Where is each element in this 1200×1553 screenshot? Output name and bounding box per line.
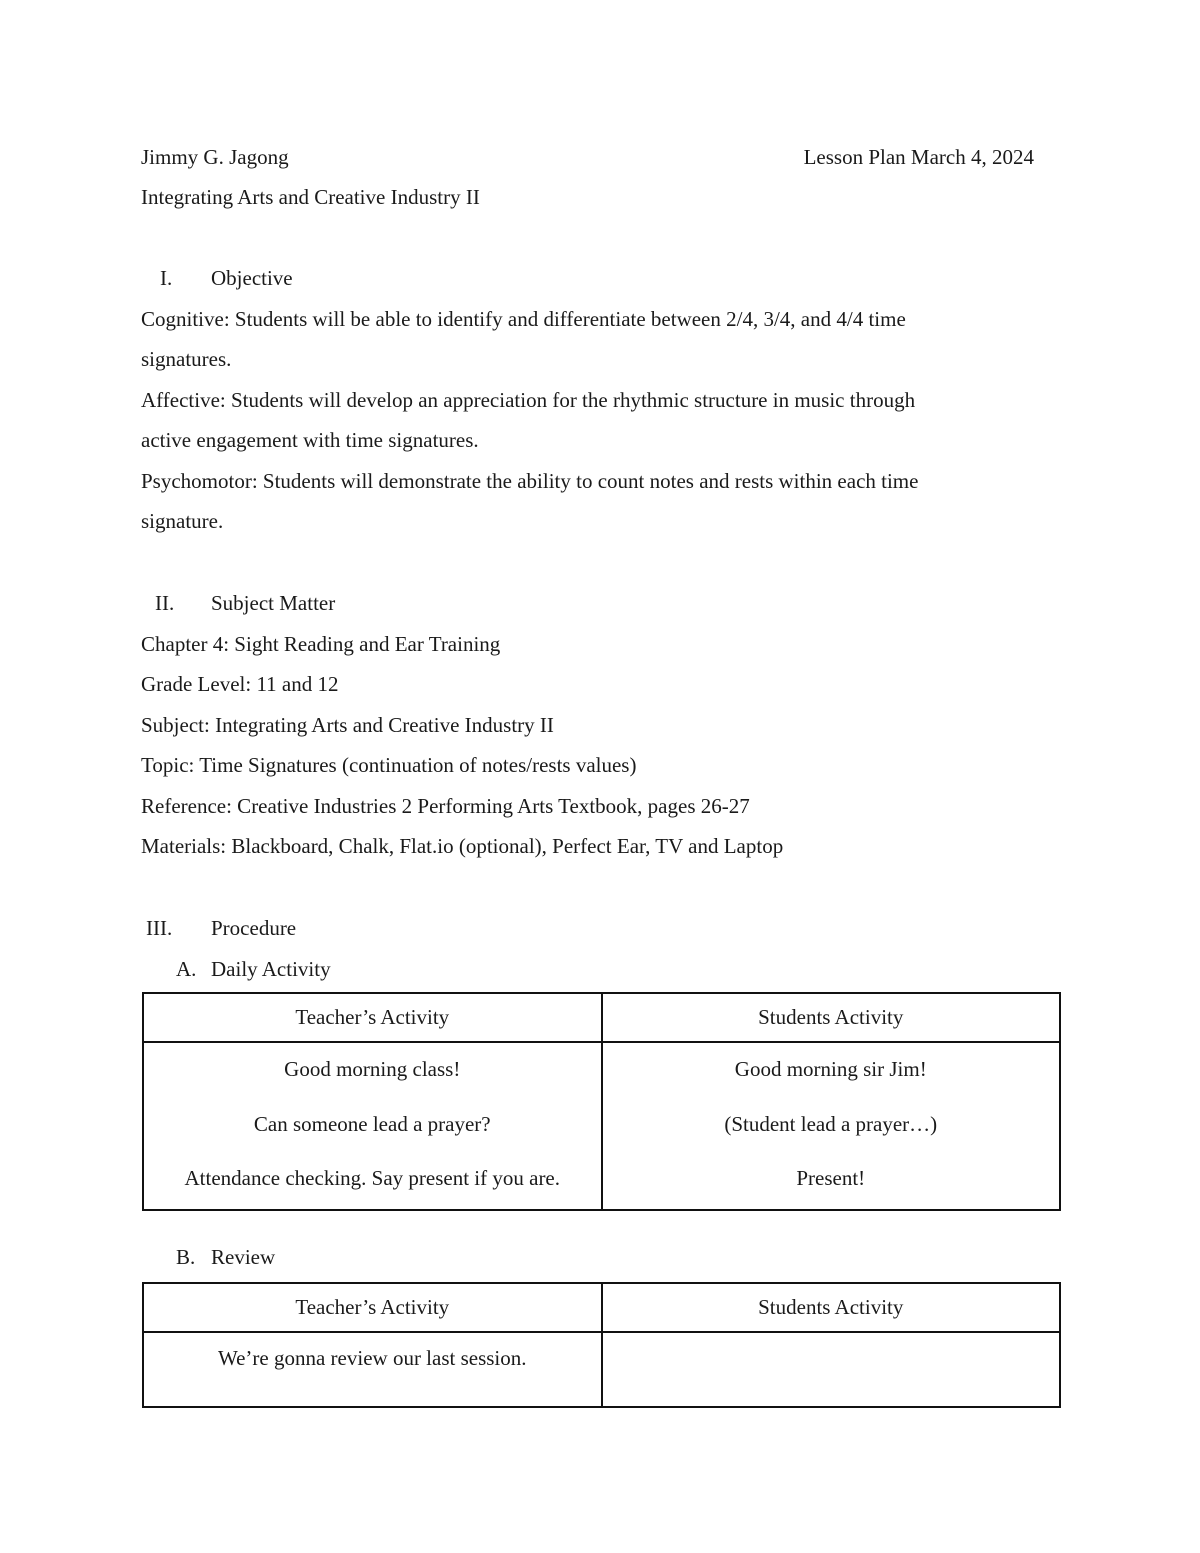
review-table: [142, 1282, 1061, 1408]
section-number-procedure: III.: [146, 916, 173, 940]
teacher-activity-cell: [143, 1332, 602, 1407]
students-activity-cell: [602, 1332, 1061, 1407]
subsection-letter-daily: A.: [176, 957, 197, 981]
objective-line: active engagement with time signatures.: [141, 428, 479, 452]
section-title-subject-matter: Subject Matter: [211, 591, 336, 615]
students-activity-cell: [602, 1042, 1061, 1210]
lesson-plan-date: Lesson Plan March 4, 2024: [803, 145, 1034, 169]
students-activity-header: Students Activity: [602, 1283, 1061, 1332]
teacher-activity-header: Teacher’s Activity: [143, 1283, 602, 1332]
subsection-title-daily-activity: Daily Activity: [211, 957, 331, 981]
section-title-procedure: Procedure: [211, 916, 297, 940]
subsection-letter-review: B.: [176, 1245, 196, 1269]
subject-matter-line: Reference: Creative Industries 2 Performing Arts Textbook, pages 26-27: [141, 794, 750, 818]
student-line: (Student lead a prayer…): [724, 1112, 938, 1136]
student-line: Good morning sir Jim!: [734, 1057, 927, 1081]
daily-activity-table: [142, 992, 1061, 1211]
section-number-objective: I.: [160, 266, 173, 290]
table-header-row: [143, 993, 1060, 1042]
objective-line: signature.: [141, 509, 224, 533]
subject-matter-line: Materials: Blackboard, Chalk, Flat.io (optional), Perfect Ear, TV and Laptop: [141, 834, 784, 858]
course-title: Integrating Arts and Creative Industry II: [141, 185, 480, 209]
objective-line: Affective: Students will develop an appreciation for the rhythmic structure in music through: [141, 388, 916, 412]
subject-matter-line: Topic: Time Signatures (continuation of notes/rests values): [141, 753, 637, 777]
objective-line: Cognitive: Students will be able to identify and differentiate between 2/4, 3/4, and 4/4 time: [141, 307, 906, 331]
table-row: [143, 1332, 1060, 1407]
objective-line: Psychomotor: Students will demonstrate the ability to count notes and rests within each time: [141, 469, 919, 493]
teacher-line: Good morning class!: [284, 1057, 461, 1081]
author-name: Jimmy G. Jagong: [141, 145, 289, 169]
student-line: Present!: [796, 1166, 866, 1190]
table-row: [143, 1042, 1060, 1210]
subject-matter-line: Subject: Integrating Arts and Creative Industry II: [141, 713, 554, 737]
section-title-objective: Objective: [211, 266, 293, 290]
teacher-line: Can someone lead a prayer?: [253, 1112, 491, 1136]
section-number-subject-matter: II.: [155, 591, 175, 615]
teacher-activity-cell: [143, 1042, 602, 1210]
subject-matter-line: Chapter 4: Sight Reading and Ear Training: [141, 632, 501, 656]
students-activity-header: Students Activity: [602, 993, 1061, 1042]
teacher-activity-header: Teacher’s Activity: [143, 993, 602, 1042]
teacher-line: Attendance checking. Say present if you are.: [184, 1166, 561, 1190]
objective-line: signatures.: [141, 347, 232, 371]
table-header-row: [143, 1283, 1060, 1332]
subject-matter-line: Grade Level: 11 and 12: [141, 672, 339, 696]
subsection-title-review: Review: [211, 1245, 276, 1269]
teacher-line: We’re gonna review our last session.: [217, 1346, 527, 1370]
